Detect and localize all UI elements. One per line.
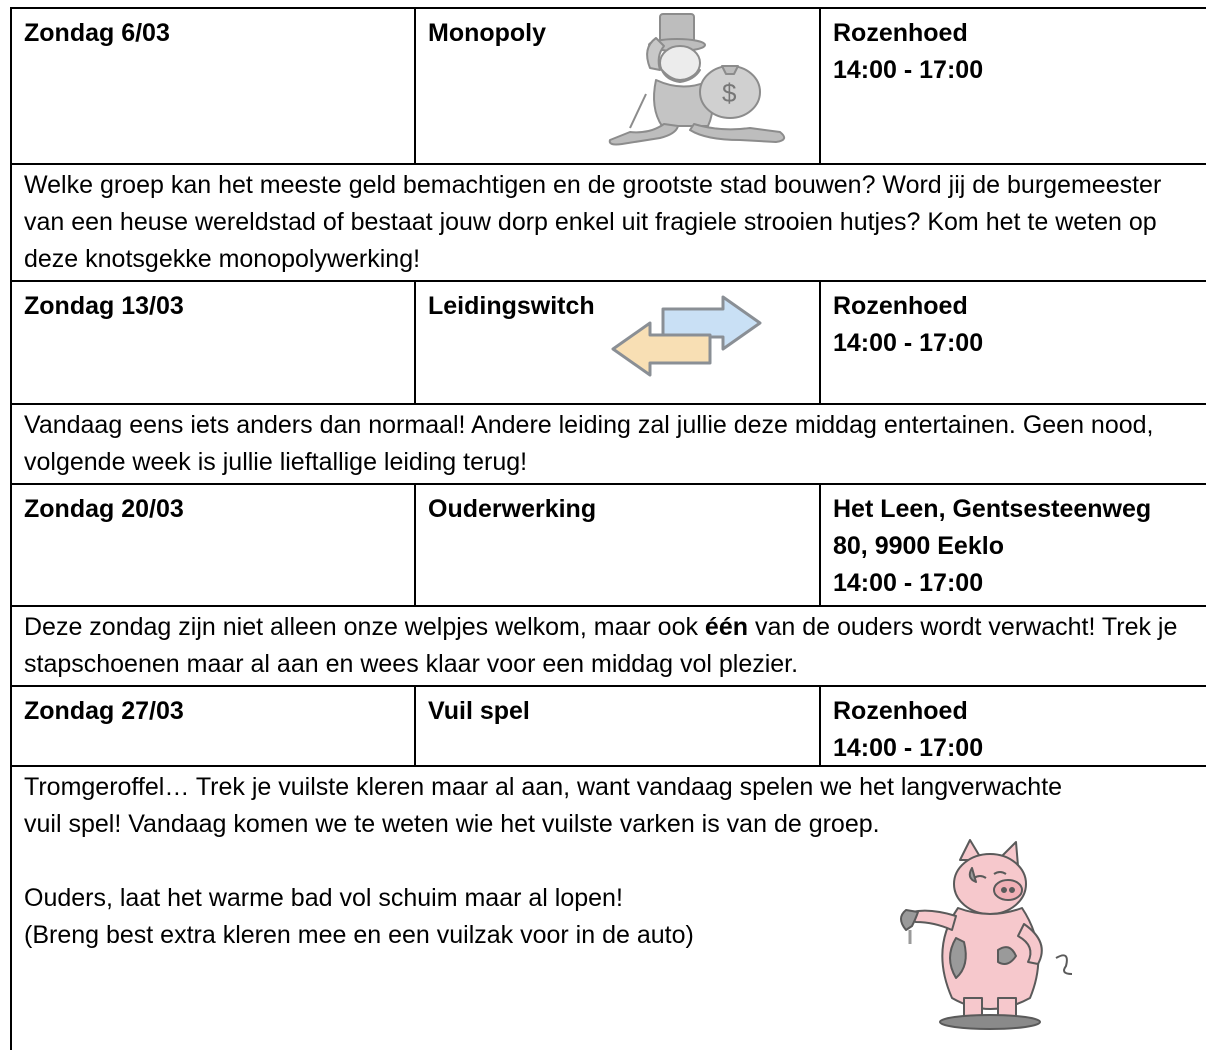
location-cell [819,282,1206,403]
schedule-row [10,685,1206,765]
description-text: Vandaag eens iets anders dan normaal! Andere leiding zal jullie deze middag entertainen. Geen nood, volgende week is jullie lieftallige leiding terug! [24,411,1154,476]
date-cell: Zondag 20/03 [24,495,184,523]
location-line: Rozenhoed [833,19,968,47]
date-cell: Zondag 6/03 [24,19,170,47]
date-cell: Zondag 27/03 [24,697,184,725]
activity-cell: Leidingswitch [414,282,819,403]
time-line: 14:00 - 17:00 [833,734,984,762]
location-cell [819,687,1206,767]
description-cell [10,403,1206,483]
time-line: 14:00 - 17:00 [833,56,984,84]
activity-cell: Ouderwerking [414,485,819,605]
description-text: (Breng best extra kleren mee en een vuilzak voor in de auto) [24,921,694,949]
svg-text:$: $ [722,78,737,108]
description-cell [10,163,1206,280]
description-cell [10,605,1206,685]
location-line: Het Leen, Gentsesteenweg [833,495,1152,523]
schedule-row [10,483,1206,605]
location-line: Rozenhoed [833,292,968,320]
emphasis-text: één [704,613,749,641]
time-line: 14:00 - 17:00 [833,569,984,597]
location-cell [819,485,1206,605]
description-text: Welke groep kan het meeste geld bemachtigen en de grootste stad bouwen? Word jij de burgemeester van een heuse wereldstad of bestaat jouw dorp enkel uit fragiele strooien hutjes? Kom het te weten op deze knotsgekke monopolywerking! [24,171,1162,273]
time-line: 14:00 - 17:00 [833,329,984,357]
monopoly-man-icon [590,8,800,150]
location-line: Rozenhoed [833,697,968,725]
switch-arrows-icon [605,295,765,377]
description-text: Tromgeroffel… Trek je vuilste kleren maar al aan, want vandaag spelen we het langverwachte vuil spel! Vandaag komen we te weten wie het vuilste varken is van de groep. [24,773,1063,838]
activity-cell: Vuil spel [414,687,819,767]
activity-cell: Monopoly [414,9,819,163]
muddy-pig-icon [860,838,1085,1030]
description-text: Deze zondag zijn niet alleen onze welpjes welkom, maar ook één van de ouders wordt verwacht! Trek je stapschoenen maar al aan en wees klaar voor een middag vol plezier. [24,613,1178,678]
date-cell: Zondag 13/03 [24,292,184,320]
location-cell [819,9,1206,163]
description-text: Ouders, laat het warme bad vol schuim maar al lopen! [24,884,623,912]
address-line: 80, 9900 Eeklo [833,532,1004,560]
